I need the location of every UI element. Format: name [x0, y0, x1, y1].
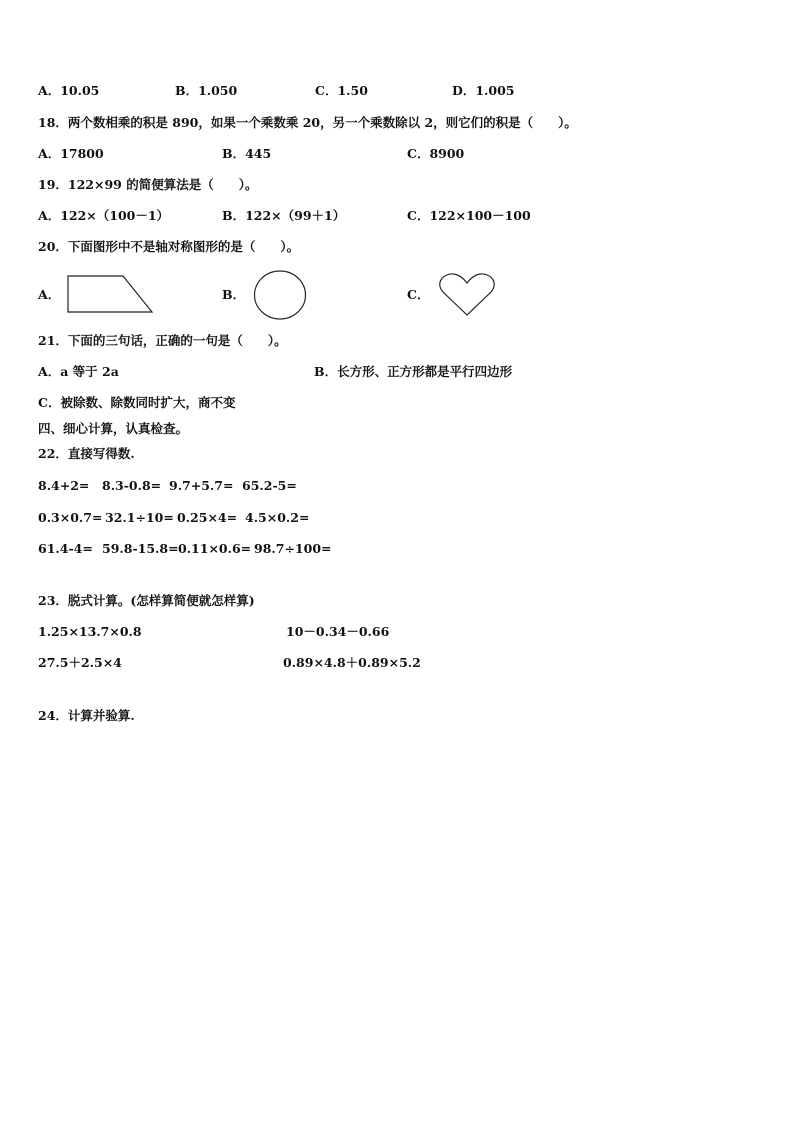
expression-item: 0.89×4.8＋0.89×5.2: [283, 655, 421, 670]
calc-row: [38, 510, 309, 526]
calc-item: 0.11×0.6=: [178, 541, 252, 556]
q19-question: 19．122×99 的简便算法是（ ）。: [38, 177, 258, 192]
q21-question: 21．下面的三句话，正确的一句是（ ）。: [38, 333, 287, 348]
q21-option-c: C．被除数、除数同时扩大，商不变: [38, 395, 236, 410]
calc-item: 9.7+5.7=: [169, 478, 234, 493]
heart-icon: [436, 270, 498, 320]
expression-item: 10－0.34－0.66: [286, 624, 390, 639]
calc-row: [38, 541, 331, 557]
calc-item: 98.7÷100=: [254, 541, 332, 556]
q19-option-c: C．122×100－100: [407, 208, 531, 223]
q18-option-a: A．17800: [38, 146, 104, 161]
calc-item: 32.1÷10=: [105, 510, 174, 525]
q21-option-b: B．长方形、正方形都是平行四边形: [314, 364, 513, 379]
calc-item: 0.25×4=: [177, 510, 238, 525]
calc-row: [38, 478, 297, 494]
q18-option-c: C．8900: [407, 146, 465, 161]
q23-title: 23．脱式计算。(怎样算简便就怎样算): [38, 593, 255, 608]
calc-item: 8.3-0.8=: [102, 478, 162, 493]
q20-question: 20．下面图形中不是轴对称图形的是（ ）。: [38, 239, 300, 254]
section-heading: 四、细心计算，认真检查。: [38, 421, 189, 436]
q19-option-b: B．122×（99＋1）: [222, 208, 346, 223]
q21-option-a: A．a 等于 2a: [38, 364, 119, 379]
expression-item: 1.25×13.7×0.8: [38, 624, 142, 639]
q20-option-c: C．: [407, 287, 430, 302]
q18-question: 18．两个数相乘的积是 890，如果一个乘数乘 20，另一个乘数除以 2，则它们的积是（ ）。: [38, 115, 577, 130]
q17-option-d: D．1.005: [452, 83, 515, 98]
expression-item: 27.5＋2.5×4: [38, 655, 122, 670]
q17-option-a: A．10.05: [38, 83, 100, 98]
q24-title: 24．计算并验算.: [38, 708, 135, 723]
q22-title: 22．直接写得数.: [38, 446, 135, 461]
calc-item: 65.2-5=: [242, 478, 297, 493]
calc-item: 59.8-15.8=: [102, 541, 179, 556]
q19-option-a: A．122×（100－1）: [38, 208, 170, 223]
circle-icon: [252, 268, 310, 322]
q20-option-a: A．: [38, 287, 61, 302]
trapezoid-icon: [64, 272, 156, 316]
q20-option-b: B．: [222, 287, 246, 302]
q17-option-b: B．1.050: [175, 83, 238, 98]
calc-item: 4.5×0.2=: [245, 510, 310, 525]
calc-item: 8.4+2=: [38, 478, 90, 493]
q18-option-b: B．445: [222, 146, 272, 161]
calc-item: 0.3×0.7=: [38, 510, 103, 525]
calc-item: 61.4-4=: [38, 541, 93, 556]
q17-option-c: C．1.50: [315, 83, 368, 98]
